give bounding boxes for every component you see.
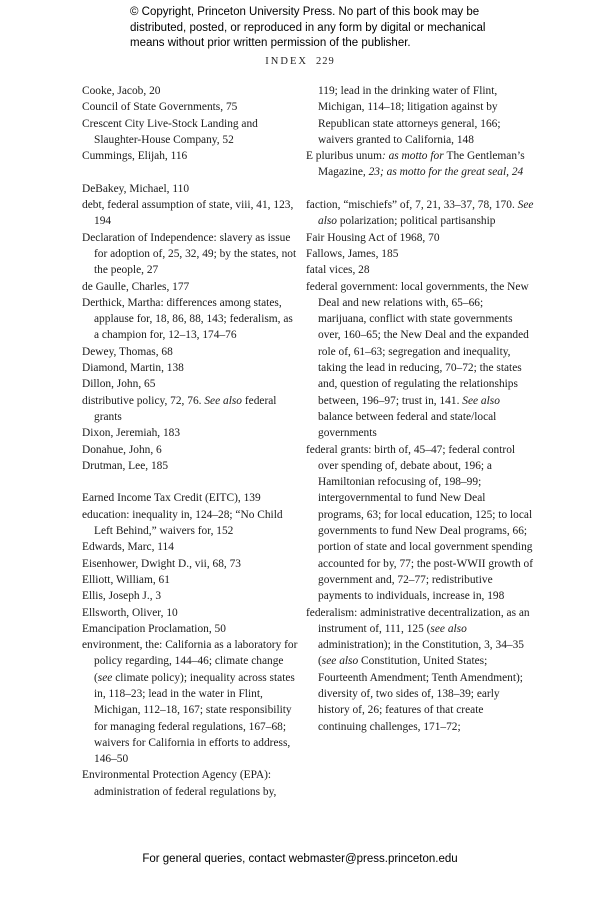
index-entry: Fair Housing Act of 1968, 70: [306, 231, 440, 244]
index-column-right: [306, 83, 534, 735]
index-entry: Fallows, James, 185: [306, 247, 399, 260]
index-entry: faction, “mischiefs” of, 7, 21, 33–37, 78, 170. See also polarization; political partisanship: [306, 199, 534, 228]
index-entry: Derthick, Martha: differences among states, applause for, 18, 86, 88, 143; federalism, as a champion for, 12–13, 174–76: [82, 296, 293, 342]
index-entry: Dillon, John, 65: [82, 378, 156, 391]
running-head-label: INDEX: [265, 56, 308, 67]
copyright-notice: © Copyright, Princeton University Press. No part of this book may be distributed, posted, or reproduced in any form by digital or mechanical means without prior written permission of the publisher.: [130, 6, 486, 49]
index-column-left: [82, 83, 300, 800]
index-entry: Crescent City Live-Stock Landing and Slaughter-House Company, 52: [82, 117, 258, 146]
index-entry: Ellsworth, Oliver, 10: [82, 606, 178, 619]
index-entry: Eisenhower, Dwight D., vii, 68, 73: [82, 557, 241, 570]
index-entry: debt, federal assumption of state, viii, 41, 123, 194: [82, 199, 294, 228]
index-entry: environment, the: California as a laboratory for policy regarding, 144–46; climate change (see climate policy); inequality across states in, 118–23; lead in the water in Flint, Michigan, 112–18, 167; state responsibility for managing federal regulations, 167–68; waivers for California in efforts to address, 146–50: [82, 639, 298, 766]
page-number: 229: [315, 56, 335, 67]
index-entry: federal government: local governments, the New Deal and new relations with, 65–66; marijuana, conflict with state governments over, 160–65; the New Deal and the expanded role of, 61–63; segregation and inequality, taking the lead in reducing, 70–72; the states and, question of regulating the relationships between, 196–97; trust in, 141. See also balance between federal and state/local governments: [306, 280, 529, 440]
running-head: [0, 56, 600, 67]
index-entry: Earned Income Tax Credit (EITC), 139: [82, 492, 261, 505]
index-entry: Cummings, Elijah, 116: [82, 150, 188, 163]
index-entry: Edwards, Marc, 114: [82, 541, 174, 554]
index-entry: Drutman, Lee, 185: [82, 459, 169, 472]
index-entry: federalism: administrative decentralization, as an instrument of, 111, 125 (see also administration); in the Constitution, 3, 34–35 (see also Constitution, United States; Fourteenth Amendment; Tenth Amendment); diversity of, two sides of, 138–39; early history of, 26; features of that create continuing challenges, 171–72;: [306, 606, 530, 733]
index-entry: E pluribus unum: as motto for The Gentleman’s Magazine, 23; as motto for the great seal, 24: [306, 150, 525, 179]
index-entry: DeBakey, Michael, 110: [82, 182, 190, 195]
index-entry: Donahue, John, 6: [82, 443, 162, 456]
index-entry: Declaration of Independence: slavery as issue for adoption of, 25, 32, 49; by the states, not the people, 27: [82, 231, 297, 277]
index-entry: 119; lead in the drinking water of Flint, Michigan, 114–18; litigation against by Republican state attorneys general, 166; waivers granted to California, 148: [318, 85, 501, 146]
index-entry: federal grants: birth of, 45–47; federal control over spending of, debate about, 196; a Hamiltonian refocusing of, 198–99; intergovernmental to fund New Deal programs, 63; for local education, 125; to local governments to fund New Deal programs, 66; portion of state and local government spending accounted for by, 77; the post-WWII growth of government and, 72–77; redistributive payments to individuals, increase in, 198: [306, 443, 533, 603]
index-entry: de Gaulle, Charles, 177: [82, 280, 190, 293]
index-entry: education: inequality in, 124–28; “No Child Left Behind,” waivers for, 152: [82, 508, 283, 538]
index-entry: fatal vices, 28: [306, 264, 370, 277]
index-entry: Council of State Governments, 75: [82, 101, 238, 114]
index-entry: distributive policy, 72, 76. See also federal grants: [82, 394, 277, 423]
index-entry: Dewey, Thomas, 68: [82, 345, 173, 358]
index-entry: Environmental Protection Agency (EPA): administration of federal regulations by,: [82, 769, 277, 798]
index-entry: Ellis, Joseph J., 3: [82, 590, 162, 603]
index-entry: Elliott, William, 61: [82, 573, 170, 586]
index-entry: Cooke, Jacob, 20: [82, 85, 161, 97]
index-entry: Dixon, Jeremiah, 183: [82, 427, 181, 440]
index-entry: Diamond, Martin, 138: [82, 362, 184, 375]
index-entry: Emancipation Proclamation, 50: [82, 622, 226, 635]
footer-contact: For general queries, contact webmaster@press.princeton.edu: [142, 853, 458, 865]
